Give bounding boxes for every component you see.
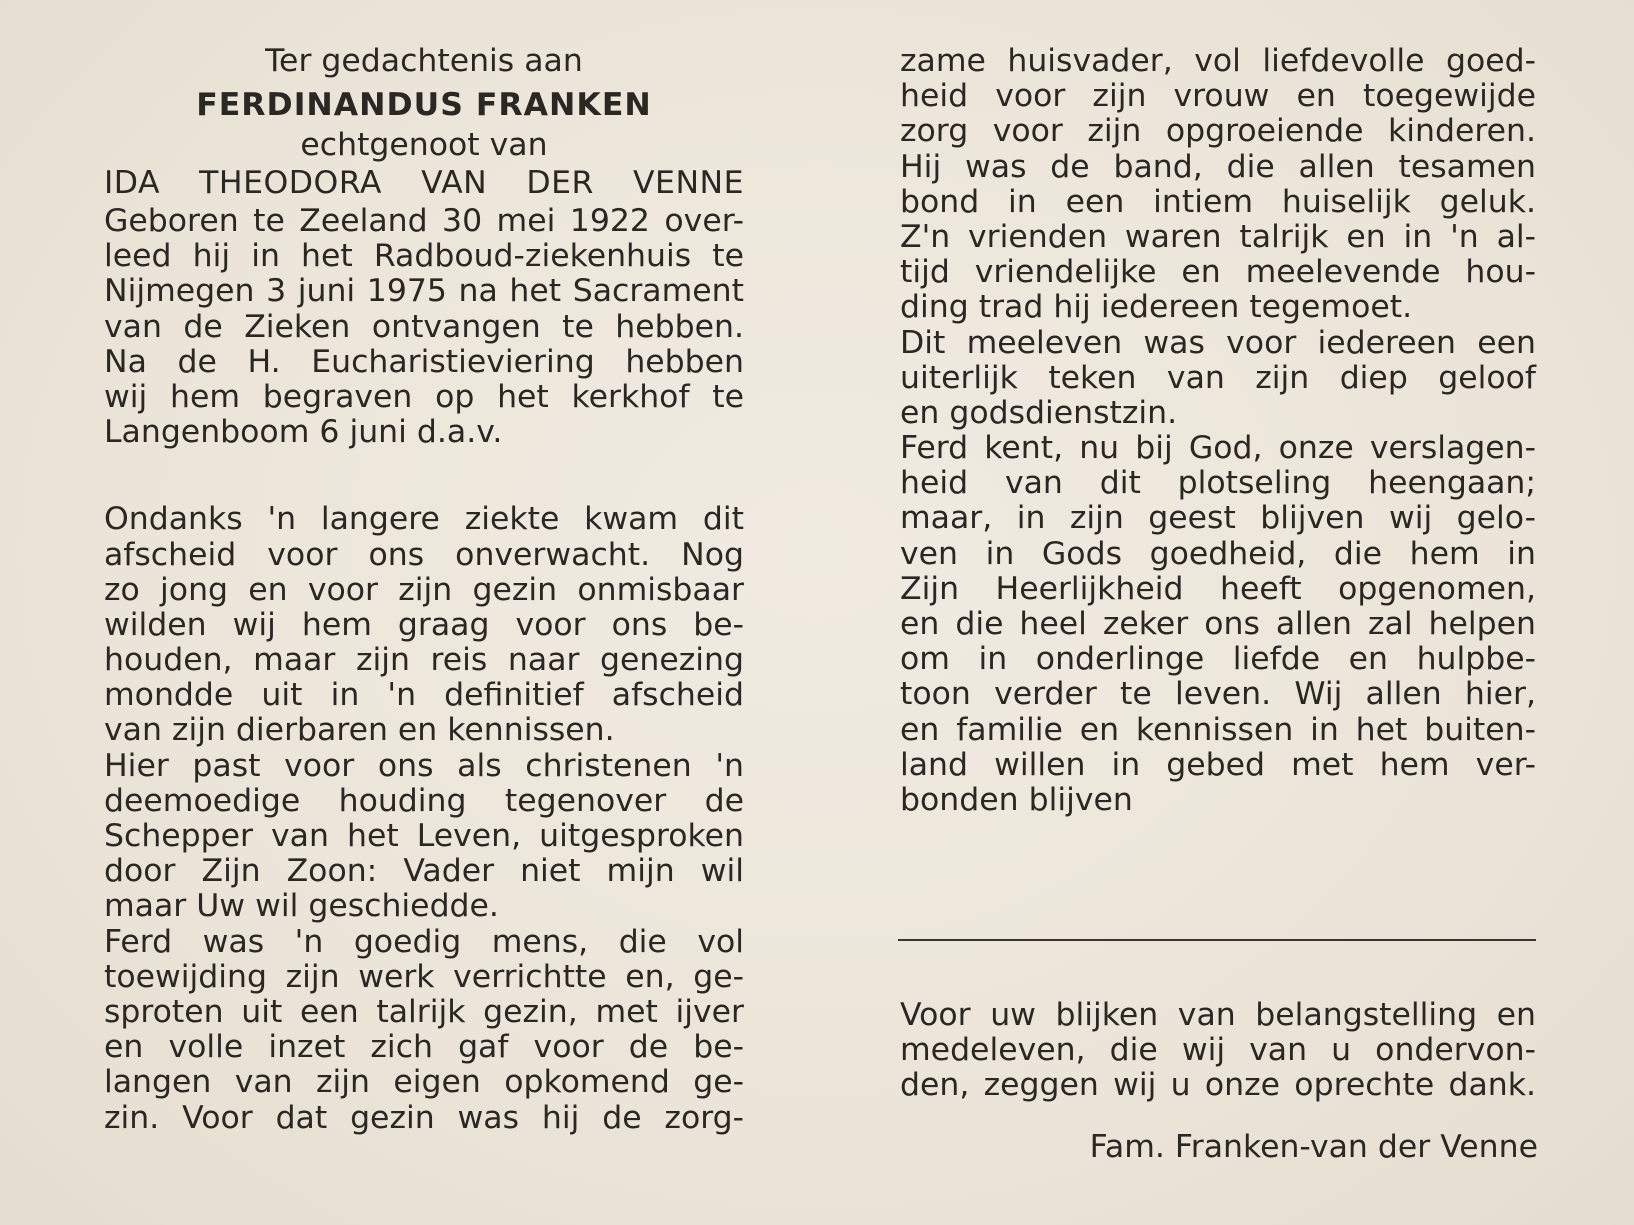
text-line: wilden wij hem graag voor ons be- xyxy=(104,606,744,643)
text-line: Hier past voor ons als christenen 'n xyxy=(104,747,744,784)
text-line: wij hem begraven op het kerkhof te xyxy=(104,378,744,415)
text-line: Ferd was 'n goedig mens, die vol xyxy=(104,923,744,960)
relation-line: echtgenoot van xyxy=(300,127,548,163)
text-line: van de Zieken ontvangen te hebben. xyxy=(104,308,744,345)
text-line: Hij was de band, die allen tesamen xyxy=(900,148,1536,185)
text-line: leed hij in het Radboud-ziekenhuis te xyxy=(104,238,744,275)
text-line: Z'n vrienden waren talrijk en in 'n al- xyxy=(900,218,1536,255)
text-line: afscheid voor ons onverwacht. Nog xyxy=(104,536,744,573)
text-line: en familie en kennissen in het buiten- xyxy=(900,711,1536,748)
text-line: ven in Gods goedheid, die hem in xyxy=(900,535,1536,572)
divider-line xyxy=(898,939,1536,941)
text-line: heid van dit plotseling heengaan; xyxy=(900,465,1536,502)
text-line: Ferd kent, nu bij God, onze verslagen- xyxy=(900,430,1536,467)
text-line: zin. Voor dat gezin was hij de zorg- xyxy=(104,1099,744,1136)
text-line: land willen in gebed met hem ver- xyxy=(900,746,1536,783)
left-column xyxy=(104,44,744,1136)
text-line: toon verder te leven. Wij allen hier, xyxy=(900,676,1536,713)
text-line: en volle inzet zich gaf voor de be- xyxy=(104,1029,744,1066)
text-line: zo jong en voor zijn gezin onmisbaar xyxy=(104,571,744,608)
text-line: den, zeggen wij u onze oprechte dank. xyxy=(900,1067,1536,1104)
text-line: mondde uit in 'n definitief afscheid xyxy=(104,677,744,714)
text-line: en godsdienstzin. xyxy=(900,394,1178,431)
text-line: Na de H. Eucharistieviering hebben xyxy=(104,343,744,380)
biography-paragraph xyxy=(104,204,744,450)
text-line: van zijn dierbaren en kennissen. xyxy=(104,712,615,749)
text-line: Ondanks 'n langere ziekte kwam dit xyxy=(104,501,744,538)
text-line: Zijn Heerlijkheid heeft opgenomen, xyxy=(900,570,1536,607)
text-line: medeleven, die wij van u ondervon- xyxy=(900,1032,1536,1069)
text-line: ding trad hij iedereen tegemoet. xyxy=(900,289,1413,326)
text-line: zorg voor zijn opgroeiende kinderen. xyxy=(900,113,1536,150)
text-line: Langenboom 6 juni d.a.v. xyxy=(104,414,503,451)
text-line: door Zijn Zoon: Vader niet mijn wil xyxy=(104,853,744,890)
text-line: houden, maar zijn reis naar genezing xyxy=(104,642,744,679)
text-line: Schepper van het Leven, uitgesproken xyxy=(104,818,744,854)
heading: Ter gedachtenis aan xyxy=(265,43,583,79)
text-line: tijd vriendelijke en meelevende hou- xyxy=(900,254,1536,291)
text-line: zame huisvader, vol liefdevolle goed- xyxy=(900,43,1536,79)
text-line: uiterlijk teken van zijn diep geloof xyxy=(900,359,1536,396)
spouse-name: IDA THEODORA VAN DER VENNE xyxy=(104,165,744,201)
text-line: Nijmegen 3 juni 1975 na het Sacrament xyxy=(104,273,744,310)
deceased-name: FERDINANDUS FRANKEN xyxy=(196,87,652,123)
right-column xyxy=(900,44,1536,818)
thanks-paragraph xyxy=(900,998,1536,1104)
text-line: bonden blijven xyxy=(900,781,1133,818)
text-line: bond in een intiem huiselijk geluk. xyxy=(900,183,1536,220)
text-line: deemoedige houding tegenover de xyxy=(104,782,744,819)
text-line: sproten uit een talrijk gezin, met ijver xyxy=(104,993,744,1030)
text-line: heid voor zijn vrouw en toegewijde xyxy=(900,78,1536,115)
text-line: Voor uw blijken van belangstelling en xyxy=(900,997,1536,1033)
text-line: toewijding zijn werk verrichtte en, ge- xyxy=(104,958,744,995)
continuation-paragraph xyxy=(900,44,1536,818)
text-line: en die heel zeker ons allen zal helpen xyxy=(900,606,1536,642)
text-line: maar Uw wil geschiedde. xyxy=(104,888,499,925)
text-line: langen van zijn eigen opkomend ge- xyxy=(104,1064,744,1101)
tribute-paragraph xyxy=(104,502,744,1135)
text-line: maar, in zijn geest blijven wij gelo- xyxy=(900,500,1536,537)
text-line: Geboren te Zeeland 30 mei 1922 over- xyxy=(104,203,744,239)
text-line: Dit meeleven was voor iedereen een xyxy=(900,324,1536,361)
text-line: om in onderlinge liefde en hulpbe- xyxy=(900,641,1536,678)
family-signature: Fam. Franken-van der Venne xyxy=(1089,1129,1538,1165)
